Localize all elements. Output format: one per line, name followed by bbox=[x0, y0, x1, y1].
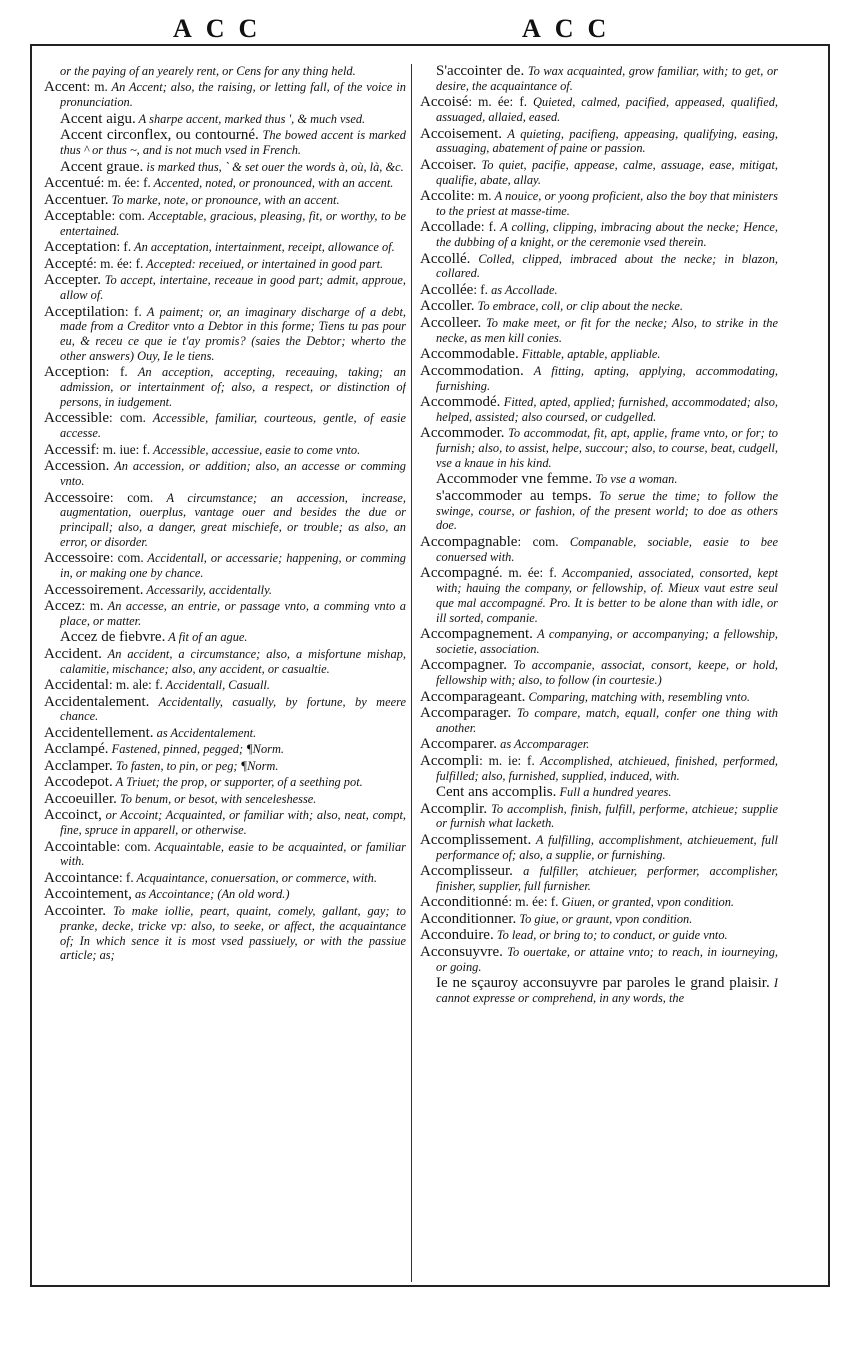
dictionary-entry bbox=[420, 316, 778, 346]
definition: is marked thus, ` & set ouer the words à, où, là, &c. bbox=[143, 159, 404, 174]
dictionary-entry bbox=[44, 459, 406, 489]
headword: Cent ans accomplis. bbox=[436, 784, 557, 801]
definition: as Accomparager. bbox=[497, 737, 590, 752]
definition: A paiment; or, an imaginary discharge of a debt, made from a Creditor vnto a Debtor in this forme; Tiens tu pas pour eu, & receu ce que ie t'ay promis? (saies the Debtor; wherto the other answers) Ouy, Ie le tiens. bbox=[60, 304, 406, 363]
dictionary-entry bbox=[420, 220, 778, 250]
column-divider bbox=[411, 64, 412, 1282]
dictionary-entry bbox=[420, 976, 778, 1006]
headword: Acceptilation bbox=[44, 303, 125, 320]
definition: Quieted, calmed, pacified, appeased, qualified, assuaged, allaied, eased. bbox=[436, 95, 778, 125]
definition: Fittable, aptable, appliable. bbox=[518, 347, 661, 362]
definition: Acquaintable, easie to be acquainted, or familiar with. bbox=[60, 839, 406, 869]
headword: Accidentellement. bbox=[44, 724, 154, 741]
headword: Accointance bbox=[44, 869, 119, 886]
headword: Accomparer. bbox=[420, 736, 498, 753]
definition: Acquaintance, conuersation, or commerce, with. bbox=[133, 870, 377, 885]
definition: To compare, match, equall, confer one thing with another. bbox=[436, 706, 778, 735]
headword: Accoinct, bbox=[44, 807, 102, 824]
grammar-note: : f. bbox=[105, 364, 128, 380]
definition: To lead, or bring to; to conduct, or guide vnto. bbox=[493, 928, 728, 943]
grammar-note: : com. bbox=[111, 207, 145, 223]
dictionary-entry bbox=[44, 904, 406, 963]
definition: A nouice, or yoong proficient, also the boy that ministers to the priest at masse-time. bbox=[436, 189, 778, 218]
definition: Accidentall, Casuall. bbox=[162, 678, 270, 693]
definition: or Accoint; Acquainted, or familiar with; also, neat, compt, fine, spruce in apparell, or otherwise. bbox=[60, 808, 406, 838]
header-left: ACC bbox=[173, 14, 272, 43]
definition: I cannot expresse or comprehend, in any words, the bbox=[436, 976, 778, 1006]
dictionary-entry bbox=[420, 706, 778, 736]
right-column bbox=[420, 64, 778, 1264]
definition: as Accidentalement. bbox=[153, 725, 257, 740]
definition: Giuen, or granted, vpon condition. bbox=[558, 895, 734, 910]
dictionary-entry bbox=[44, 491, 406, 550]
dictionary-entry bbox=[44, 64, 406, 79]
definition: To wax acquainted, grow familiar, with; to get, or desire, the acquaintance of. bbox=[436, 64, 778, 93]
definition: To vse a woman. bbox=[592, 472, 678, 487]
definition: To embrace, coll, or clip about the necke. bbox=[474, 299, 683, 314]
headword: Accidental bbox=[44, 677, 109, 694]
header-right: ACC bbox=[522, 14, 621, 43]
dictionary-entry bbox=[44, 840, 406, 870]
definition: A fulfilling, accomplishment, atchieuement, full performance of; also, a supplie, or furnishing. bbox=[436, 832, 778, 862]
headword: Accoisement. bbox=[420, 125, 503, 142]
definition: To accompanie, associat, consort, keepe, or hold, fellowship with; also, to follow (in courtesie.) bbox=[436, 658, 778, 688]
headword: Accentuer. bbox=[44, 191, 109, 208]
definition: A companying, or accompanying; a fellowship, societie, association. bbox=[436, 627, 778, 656]
definition: Accidentall, or accessarie; happening, or comming in, or making one by chance. bbox=[60, 551, 406, 581]
dictionary-entry bbox=[44, 209, 406, 239]
headword: Accent aigu. bbox=[60, 110, 136, 127]
dictionary-entry bbox=[420, 283, 778, 298]
headword: Ie ne sçauroy acconsuyvre par paroles le grand plaisir. bbox=[436, 975, 770, 992]
headword: Accommodé. bbox=[420, 393, 501, 410]
grammar-note: : com. bbox=[116, 838, 151, 854]
dictionary-entry bbox=[420, 158, 778, 188]
dictionary-entry bbox=[44, 775, 406, 790]
dictionary-entry bbox=[44, 678, 406, 693]
dictionary-entry bbox=[420, 426, 778, 470]
grammar-note: : com. bbox=[517, 533, 559, 549]
definition: Accessarily, accidentally. bbox=[143, 582, 273, 597]
left-column bbox=[44, 64, 406, 1264]
headword: Accepté bbox=[44, 255, 94, 272]
definition: An acception, accepting, receauing, taking; an admission, or intertainment of; also, a respect, or distinction of persons, in iudgement. bbox=[60, 365, 406, 409]
dictionary-entry bbox=[420, 566, 778, 625]
headword: Accompli bbox=[420, 752, 480, 769]
definition: To benum, or besot, with senceleshesse. bbox=[116, 791, 317, 806]
dictionary-entry bbox=[420, 535, 778, 565]
headword: Accomparageant. bbox=[420, 688, 526, 705]
definition: Fastened, pinned, pegged; ¶Norm. bbox=[108, 742, 285, 757]
dictionary-entry bbox=[44, 792, 406, 807]
definition: To giue, or graunt, vpon condition. bbox=[516, 911, 693, 926]
headword: Acception bbox=[44, 364, 106, 381]
headword: Acconsuyvre. bbox=[420, 943, 503, 960]
headword: Accomparager. bbox=[420, 705, 512, 722]
grammar-note: : com. bbox=[109, 550, 144, 566]
grammar-note: : m. ée: f. bbox=[93, 255, 144, 271]
dictionary-entry bbox=[44, 551, 406, 581]
dictionary-entry bbox=[44, 742, 406, 757]
dictionary-entry bbox=[420, 833, 778, 863]
grammar-note: : f. bbox=[124, 303, 142, 319]
definition: An accession, or addition; also, an accesse or comming vnto. bbox=[60, 459, 406, 489]
headword: Acclamper. bbox=[44, 757, 113, 774]
definition: To serue the time; to follow the swinge, course, or fashion, of the present world; to doe as others doe. bbox=[436, 488, 778, 533]
dictionary-entry bbox=[44, 411, 406, 441]
dictionary-entry bbox=[420, 928, 778, 943]
definition: To accomplish, finish, fulfill, performe, atchieue; supplie or furnish what lacketh. bbox=[436, 801, 778, 831]
headword: Accepter. bbox=[44, 272, 102, 289]
dictionary-entry bbox=[44, 871, 406, 886]
definition: A Triuet; the prop, or supporter, of a seething pot. bbox=[112, 775, 363, 790]
dictionary-entry bbox=[420, 785, 778, 800]
definition: To accept, intertaine, receaue in good part; admit, approue, allow of. bbox=[60, 273, 406, 303]
dictionary-entry bbox=[420, 690, 778, 705]
definition: Full a hundred yeares. bbox=[556, 785, 672, 800]
headword: Accession. bbox=[44, 458, 110, 475]
dictionary-entry bbox=[44, 240, 406, 255]
dictionary-entry bbox=[44, 887, 406, 902]
grammar-note: : m. ée: f. bbox=[100, 175, 151, 191]
headword: s'accommoder au temps. bbox=[436, 487, 592, 504]
definition: A fit of an ague. bbox=[165, 630, 248, 645]
dictionary-entry bbox=[420, 252, 778, 282]
definition: An acceptation, intertainment, receipt, allowance of. bbox=[131, 240, 395, 255]
definition: The bowed accent is marked thus ^ or thus ~, and is not much vsed in French. bbox=[60, 128, 406, 158]
grammar-note: : m. ie: f. bbox=[479, 752, 535, 768]
headword: Accointable bbox=[44, 838, 117, 855]
headword: Accolleer. bbox=[420, 314, 482, 331]
dictionary-entry bbox=[44, 630, 406, 645]
headword: Accez de fiebvre. bbox=[60, 629, 166, 646]
dictionary-entry bbox=[420, 945, 778, 975]
dictionary-entry bbox=[44, 305, 406, 364]
headword: Acconduire. bbox=[420, 927, 494, 944]
definition: To accommodat, fit, apt, applie, frame vnto, or for; to furnish; also, to assist, helpe, succour; also, to course, beat, cudgell, vse a knaue in his kind. bbox=[436, 426, 778, 470]
grammar-note: : m. ée: f. bbox=[508, 894, 559, 910]
headword: Accez bbox=[44, 598, 82, 615]
dictionary-entry bbox=[420, 658, 778, 688]
dictionary-entry bbox=[420, 364, 778, 394]
definition: Comparing, matching with, resembling vnto. bbox=[525, 689, 750, 704]
headword: Accollé. bbox=[420, 250, 471, 267]
dictionary-entry bbox=[420, 347, 778, 362]
dictionary-entry bbox=[44, 695, 406, 725]
grammar-note: : m. bbox=[470, 188, 492, 204]
dictionary-entry bbox=[44, 273, 406, 303]
headword: Accoisé bbox=[420, 94, 469, 111]
headword: Accointement, bbox=[44, 886, 132, 903]
dictionary-entry bbox=[44, 160, 406, 175]
dictionary-entry bbox=[420, 95, 778, 125]
headword: Accessoire bbox=[44, 489, 110, 506]
definition: as Accointance; (An old word.) bbox=[131, 887, 290, 902]
headword: Accessif bbox=[44, 441, 96, 458]
headword: Accentué bbox=[44, 175, 101, 192]
dictionary-entry bbox=[420, 127, 778, 157]
dictionary-entry bbox=[420, 64, 778, 94]
definition: Accented, noted, or pronounced, with an accent. bbox=[150, 176, 394, 191]
definition: A sharpe accent, marked thus ', & much vsed. bbox=[135, 111, 366, 126]
headword: Accident. bbox=[44, 645, 102, 662]
dictionary-entry bbox=[44, 647, 406, 677]
dictionary-entry bbox=[44, 583, 406, 598]
headword: Accommoder vne femme. bbox=[436, 471, 593, 488]
grammar-note: : f. bbox=[473, 281, 488, 297]
dictionary-entry bbox=[44, 257, 406, 272]
dictionary-entry bbox=[44, 80, 406, 110]
dictionary-entry bbox=[420, 395, 778, 425]
running-header bbox=[30, 6, 830, 46]
headword: Accommodable. bbox=[420, 346, 519, 363]
headword: Accompagnement. bbox=[420, 626, 533, 643]
dictionary-entry bbox=[44, 128, 406, 158]
headword: Accomplir. bbox=[420, 800, 488, 817]
headword: Accomplissement. bbox=[420, 831, 532, 848]
definition: a fulfiller, atchieuer, performer, accomplisher, finisher, supplier, full furnisher. bbox=[436, 864, 778, 893]
definition: Acceptable, gracious, pleasing, fit, or worthy, to be entertained. bbox=[60, 208, 406, 238]
dictionary-entry bbox=[420, 754, 778, 784]
headword: Accompagnable bbox=[420, 533, 518, 550]
headword: Accent bbox=[44, 79, 87, 96]
headword: Acconditionner. bbox=[420, 910, 517, 927]
headword: Accoiser. bbox=[420, 156, 477, 173]
definition: Accessible, familiar, courteous, gentle, of easie accesse. bbox=[60, 411, 406, 441]
headword: Accomplisseur. bbox=[420, 863, 513, 880]
dictionary-entry bbox=[44, 112, 406, 127]
grammar-note: : f. bbox=[480, 219, 497, 235]
headword: Acceptable bbox=[44, 207, 112, 224]
definition: A colling, clipping, imbracing about the necke; Hence, the dubbing of a knight, or the ceremonie vsed therein. bbox=[436, 220, 778, 250]
headword: Accommodation. bbox=[420, 362, 524, 379]
definition: An Accent; also, the raising, or letting fall, of the voice in pronunciation. bbox=[60, 80, 406, 110]
dictionary-entry bbox=[420, 895, 778, 910]
headword: Accent graue. bbox=[60, 158, 144, 175]
dictionary-entry bbox=[44, 365, 406, 409]
dictionary-entry bbox=[420, 864, 778, 894]
dictionary-entry bbox=[420, 189, 778, 219]
grammar-note: : m. bbox=[81, 598, 104, 614]
definition: as Accollade. bbox=[487, 282, 558, 297]
definition: Accepted: receiued, or intertained in good part. bbox=[143, 256, 384, 271]
dictionary-entry bbox=[420, 489, 778, 533]
definition: A circumstance; an accession, increase, augmentation, ouerplus, vantage ouer and besides the due or principall; also, a danger, great mischiefe, or trouble; as also, an error, or disorder. bbox=[60, 490, 406, 549]
headword: Accessoirement. bbox=[44, 581, 144, 598]
dictionary-entry bbox=[420, 472, 778, 487]
headword: Accollade bbox=[420, 219, 481, 236]
definition: Colled, clipped, imbraced about the necke; in blazon, collared. bbox=[436, 251, 778, 281]
dictionary-entry bbox=[420, 737, 778, 752]
dictionary-entry bbox=[44, 443, 406, 458]
headword: Acclampé. bbox=[44, 741, 109, 758]
headword: Accompagner. bbox=[420, 657, 508, 674]
headword: Accessible bbox=[44, 410, 109, 427]
headword: Accoller. bbox=[420, 298, 475, 315]
dictionary-entry bbox=[44, 176, 406, 191]
grammar-note: : f. bbox=[116, 239, 132, 255]
definition: To marke, note, or pronounce, with an accent. bbox=[108, 192, 340, 207]
definition: Accidentally, casually, by fortune, by meere chance. bbox=[60, 694, 406, 724]
dictionary-entry bbox=[420, 912, 778, 927]
grammar-note: : m. bbox=[86, 79, 108, 95]
definition: To fasten, to pin, or peg; ¶Norm. bbox=[112, 758, 279, 773]
grammar-note: : m. ée: f. bbox=[468, 94, 528, 110]
dictionary-entry bbox=[420, 802, 778, 832]
dictionary-entry bbox=[44, 726, 406, 741]
definition: Accompanied, associated, consorted, kept with; hauing the company, or fellowship, of. Mieux vaut estre seul que mal accompagné. Pro. It is better to be alone than with idle, or ill sorted, companie. bbox=[436, 566, 778, 625]
headword: Accodepot. bbox=[44, 774, 113, 791]
grammar-note: : f. bbox=[118, 869, 134, 885]
definition: To quiet, pacifie, appease, calme, assuage, ease, mitigat, qualifie, abate, allay. bbox=[436, 157, 778, 187]
definition: A quieting, pacifieng, appeasing, qualifying, easing, assuaging, abatement of paine or passion. bbox=[436, 126, 778, 156]
definition: or the paying of an yearely rent, or Cens for any thing held. bbox=[60, 64, 356, 78]
dictionary-entry bbox=[420, 299, 778, 314]
dictionary-entry bbox=[44, 759, 406, 774]
definition: Accessible, accessiue, easie to come vnto. bbox=[150, 442, 361, 457]
headword: Accollée bbox=[420, 281, 474, 298]
definition: To make meet, or fit for the necke; Also, to strike in the necke, as men kill conies. bbox=[436, 315, 778, 345]
headword: Acceptation bbox=[44, 239, 117, 256]
headword: Accointer. bbox=[44, 902, 107, 919]
headword: Accompagné bbox=[420, 565, 500, 582]
definition: To ouertake, or attaine vnto; to reach, in iourneying, or going. bbox=[436, 944, 778, 974]
headword: Accolite bbox=[420, 188, 471, 205]
dictionary-entry bbox=[44, 808, 406, 838]
headword: Accessoire bbox=[44, 550, 110, 567]
headword: Accoeuiller. bbox=[44, 790, 117, 807]
grammar-note: : com. bbox=[108, 410, 146, 426]
grammar-note: : com. bbox=[109, 489, 154, 505]
headword: Accidentalement. bbox=[44, 693, 150, 710]
dictionary-entry bbox=[420, 627, 778, 657]
grammar-note: : m. ale: f. bbox=[108, 677, 163, 693]
definition: Fitted, apted, applied; furnished, accommodated; also, helped, assisted; also coursed, or cudgelled. bbox=[436, 394, 778, 424]
definition: An accident, a circumstance; also, a misfortune mishap, calamitie, mischance; also, any accident, or casualtie. bbox=[60, 646, 406, 676]
dictionary-entry bbox=[44, 193, 406, 208]
definition: Companable, sociable, easie to bee conuersed with. bbox=[436, 534, 778, 564]
definition: A fitting, apting, applying, accommodating, furnishing. bbox=[436, 363, 778, 393]
grammar-note: : m. iue: f. bbox=[95, 441, 151, 457]
headword: Accent circonflex, ou contourné. bbox=[60, 127, 259, 144]
definition: Accomplished, atchieued, finished, performed, fulfilled; also, furnished, supplied, induced, with. bbox=[436, 753, 778, 783]
definition: An accesse, an entrie, or passage vnto, a comming vnto a place, or matter. bbox=[60, 599, 406, 628]
headword: S'accointer de. bbox=[436, 64, 525, 79]
definition: To make iollie, peart, quaint, comely, gallant, gay; to pranke, decke, tricke vp: also, to seeke, or affect, the acquaintance of; In which sence it is most vsed passiuely, or with the passiue article; as; bbox=[60, 903, 406, 963]
headword: Acconditionné bbox=[420, 894, 509, 911]
grammar-note: . m. ée: f. bbox=[499, 565, 557, 581]
dictionary-entry bbox=[44, 599, 406, 629]
headword: Accommoder. bbox=[420, 425, 505, 442]
